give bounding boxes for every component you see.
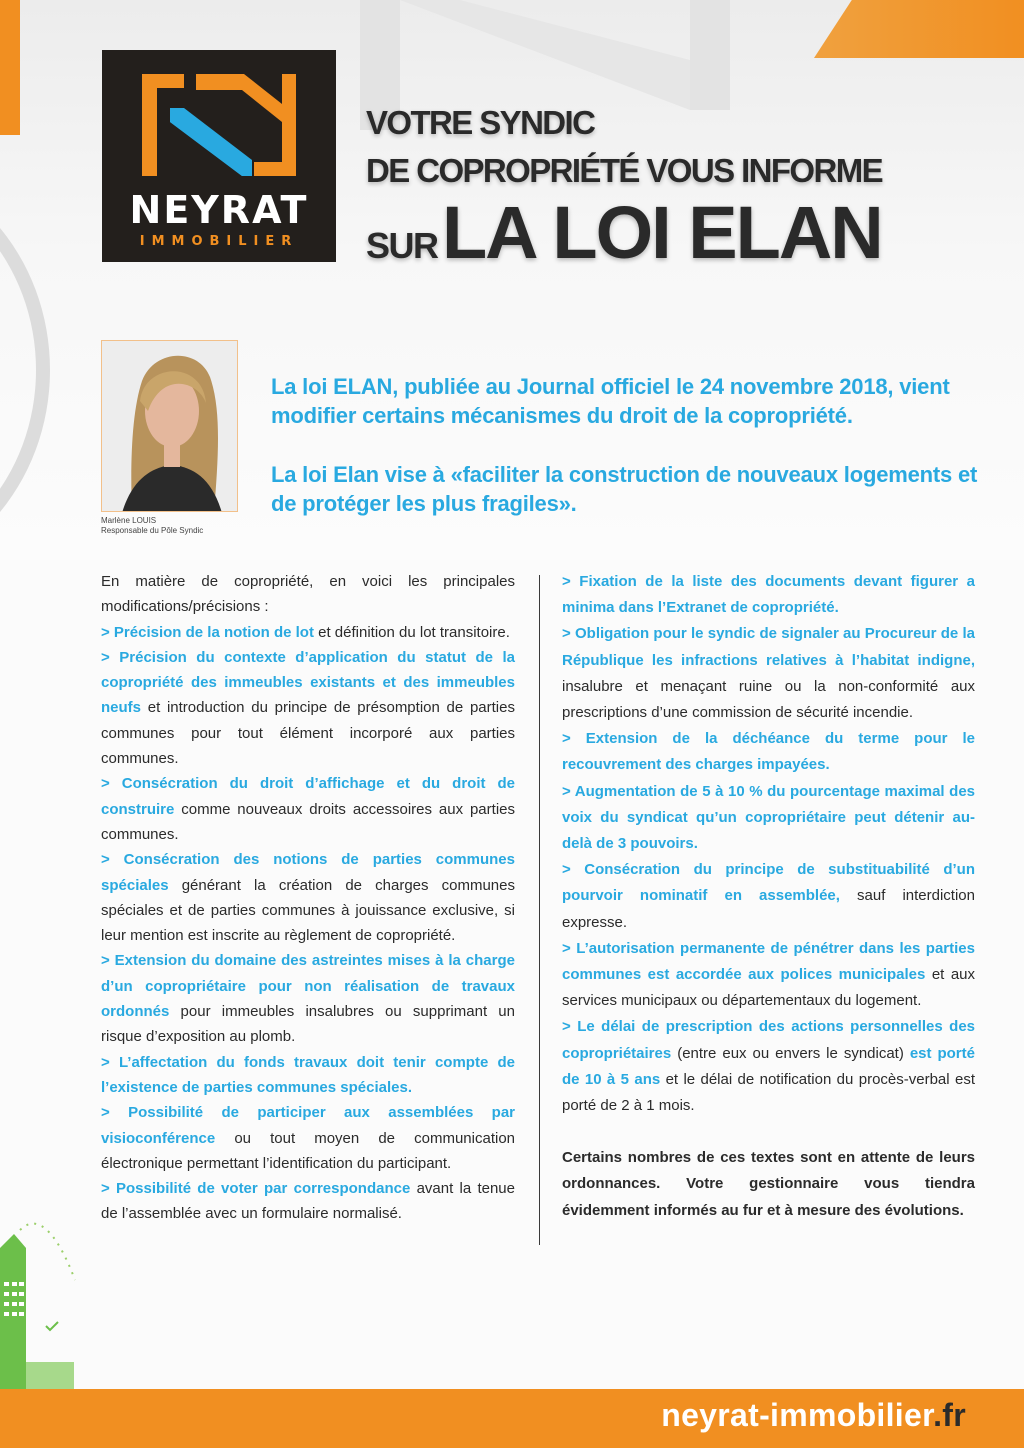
list-item — [101, 1050, 515, 1101]
portrait-image — [102, 341, 238, 512]
item-highlight: > Fixation de la liste des documents devant figurer a minima dans l’Extranet de copropriété. — [562, 573, 975, 617]
list-item — [101, 1100, 515, 1176]
item-text: avant la tenue de l’assemblée avec un formulaire normalisé. — [101, 1180, 515, 1223]
item-text: et le délai de notification du procès-verbal est porté de 2 à 1 mois. — [562, 1070, 975, 1115]
list-item — [101, 948, 515, 1049]
item-highlight: > Extension de la déchéance du terme pour le recouvrement des charges impayées. — [562, 730, 975, 774]
list-item — [101, 1176, 515, 1227]
website-link[interactable] — [661, 1397, 966, 1434]
logo-subtitle: IMMOBILIER — [139, 234, 299, 249]
item-text: et introduction du principe de présomption de parties communes pour tout élément incorporé aux parties communes. — [101, 699, 515, 768]
item-highlight: > Précision de la notion de lot — [101, 623, 314, 641]
item-highlight: > Extension du domaine des astreintes mises à la charge d’un copropriétaire pour non réalisation de travaux ordonnés — [101, 952, 515, 1021]
list-item — [562, 936, 975, 1015]
list-item — [101, 645, 515, 771]
item-text: comme nouveaux droits accessoires aux parties communes. — [101, 800, 515, 843]
contact-caption — [101, 516, 203, 536]
item-highlight: > L’affectation du fonds travaux doit tenir compte de l’existence de parties communes spéciales. — [101, 1053, 515, 1096]
website-domain: neyrat-immobilier — [661, 1397, 934, 1433]
item-highlight: > Consécration du droit d’affichage et du droit de construire — [101, 775, 515, 818]
footer-bar — [0, 1389, 1024, 1448]
item-highlight: > L’autorisation permanente de pénétrer dans les parties communes est accordée aux polices municipales — [562, 939, 975, 984]
list-item — [562, 569, 975, 621]
item-text: (entre eux ou envers le syndicat) — [671, 1044, 910, 1062]
item-text: et aux services municipaux ou départementaux du logement. — [562, 966, 976, 1010]
item-highlight: > Obligation pour le syndic de signaler au Procureur de la République les infractions relatives à l’habitat indigne, — [562, 625, 975, 669]
list-item — [562, 779, 975, 858]
headline-prefix: SUR — [366, 225, 438, 266]
intro-text — [271, 372, 991, 518]
list-item — [101, 620, 515, 645]
list-item — [101, 847, 515, 948]
intro-paragraph-2: La loi Elan vise à «faciliter la construction de nouveaux logements et de protéger les plus fragiles». — [271, 462, 978, 516]
item-highlight: > Précision du contexte d’application du statut de la copropriété des immeubles existants et des immeubles neufs — [101, 648, 515, 717]
headline-line-3 — [366, 190, 882, 275]
headline-line-1: VOTRE SYNDIC — [366, 104, 595, 141]
left-lead: En matière de copropriété, en voici les principales modifications/précisions : — [101, 573, 515, 616]
n-logo-icon — [124, 64, 314, 186]
contact-role: Responsable du Pôle Syndic — [101, 526, 204, 535]
item-highlight: > Augmentation de 5 à 10 % du pourcentage maximal des voix du syndicat qu’un copropriétaire peut détenir au-delà de 3 pouvoirs. — [562, 782, 975, 853]
item-text: sauf interdiction expresse. — [562, 887, 975, 931]
intro-paragraph-1: La loi ELAN, publiée au Journal officiel le 24 novembre 2018, vient modifier certains mécanismes du droit de la copropriété. — [271, 374, 950, 428]
list-item — [562, 726, 975, 778]
item-text: pour immeubles insalubres ou supprimant un risque d’exposition au plomb. — [101, 1003, 515, 1046]
column-divider — [539, 575, 540, 1245]
city-buildings-illustration — [0, 1200, 90, 1390]
item-text: générant la création de charges communes spéciales et de parties communes à jouissance exclusive, si leur mention est inscrite au règlement de copropriété. — [101, 876, 515, 945]
item-text: insalubre et menaçant ruine ou la non-conformité aux prescriptions d’une commission de sécurité incendie. — [562, 677, 975, 722]
right-column — [562, 569, 975, 1224]
logo-name: NEYRAT — [129, 188, 309, 232]
left-column — [101, 569, 515, 1227]
contact-photo — [101, 340, 238, 512]
item-text: ou tout moyen de communication électronique permettant l’identification du participant. — [101, 1129, 515, 1172]
item-highlight: est porté de 10 à 5 ans — [562, 1044, 975, 1088]
item-highlight: > Possibilité de voter par correspondance — [101, 1180, 411, 1198]
list-item — [562, 857, 975, 936]
website-tld: .fr — [933, 1397, 966, 1433]
item-highlight: > Consécration des notions de parties communes spéciales — [101, 851, 515, 894]
list-item — [562, 621, 975, 726]
item-highlight: > Possibilité de participer aux assemblées par visioconférence — [101, 1104, 515, 1147]
headline-line-2: DE COPROPRIÉTÉ VOUS INFORME — [366, 152, 883, 189]
list-item — [562, 1014, 975, 1119]
contact-name: Marlène LOUIS — [101, 516, 157, 525]
item-highlight: > Consécration du principe de substituabilité d’un pourvoir nominatif en assemblée, — [562, 861, 975, 905]
closing-note: Certains nombres de ces textes sont en attente de leurs ordonnances. Votre gestionnaire vous tiendra évidemment informés au fur et à mesure des évolutions. — [562, 1149, 975, 1219]
item-text: et définition du lot transitoire. — [313, 623, 510, 641]
orange-accent-left — [0, 0, 20, 135]
neyrat-logo[interactable] — [102, 50, 336, 262]
item-highlight: > Le délai de prescription des actions personnelles des copropriétaires — [562, 1018, 975, 1062]
list-item — [101, 771, 515, 847]
headline-main: LA LOI ELAN — [441, 191, 882, 274]
